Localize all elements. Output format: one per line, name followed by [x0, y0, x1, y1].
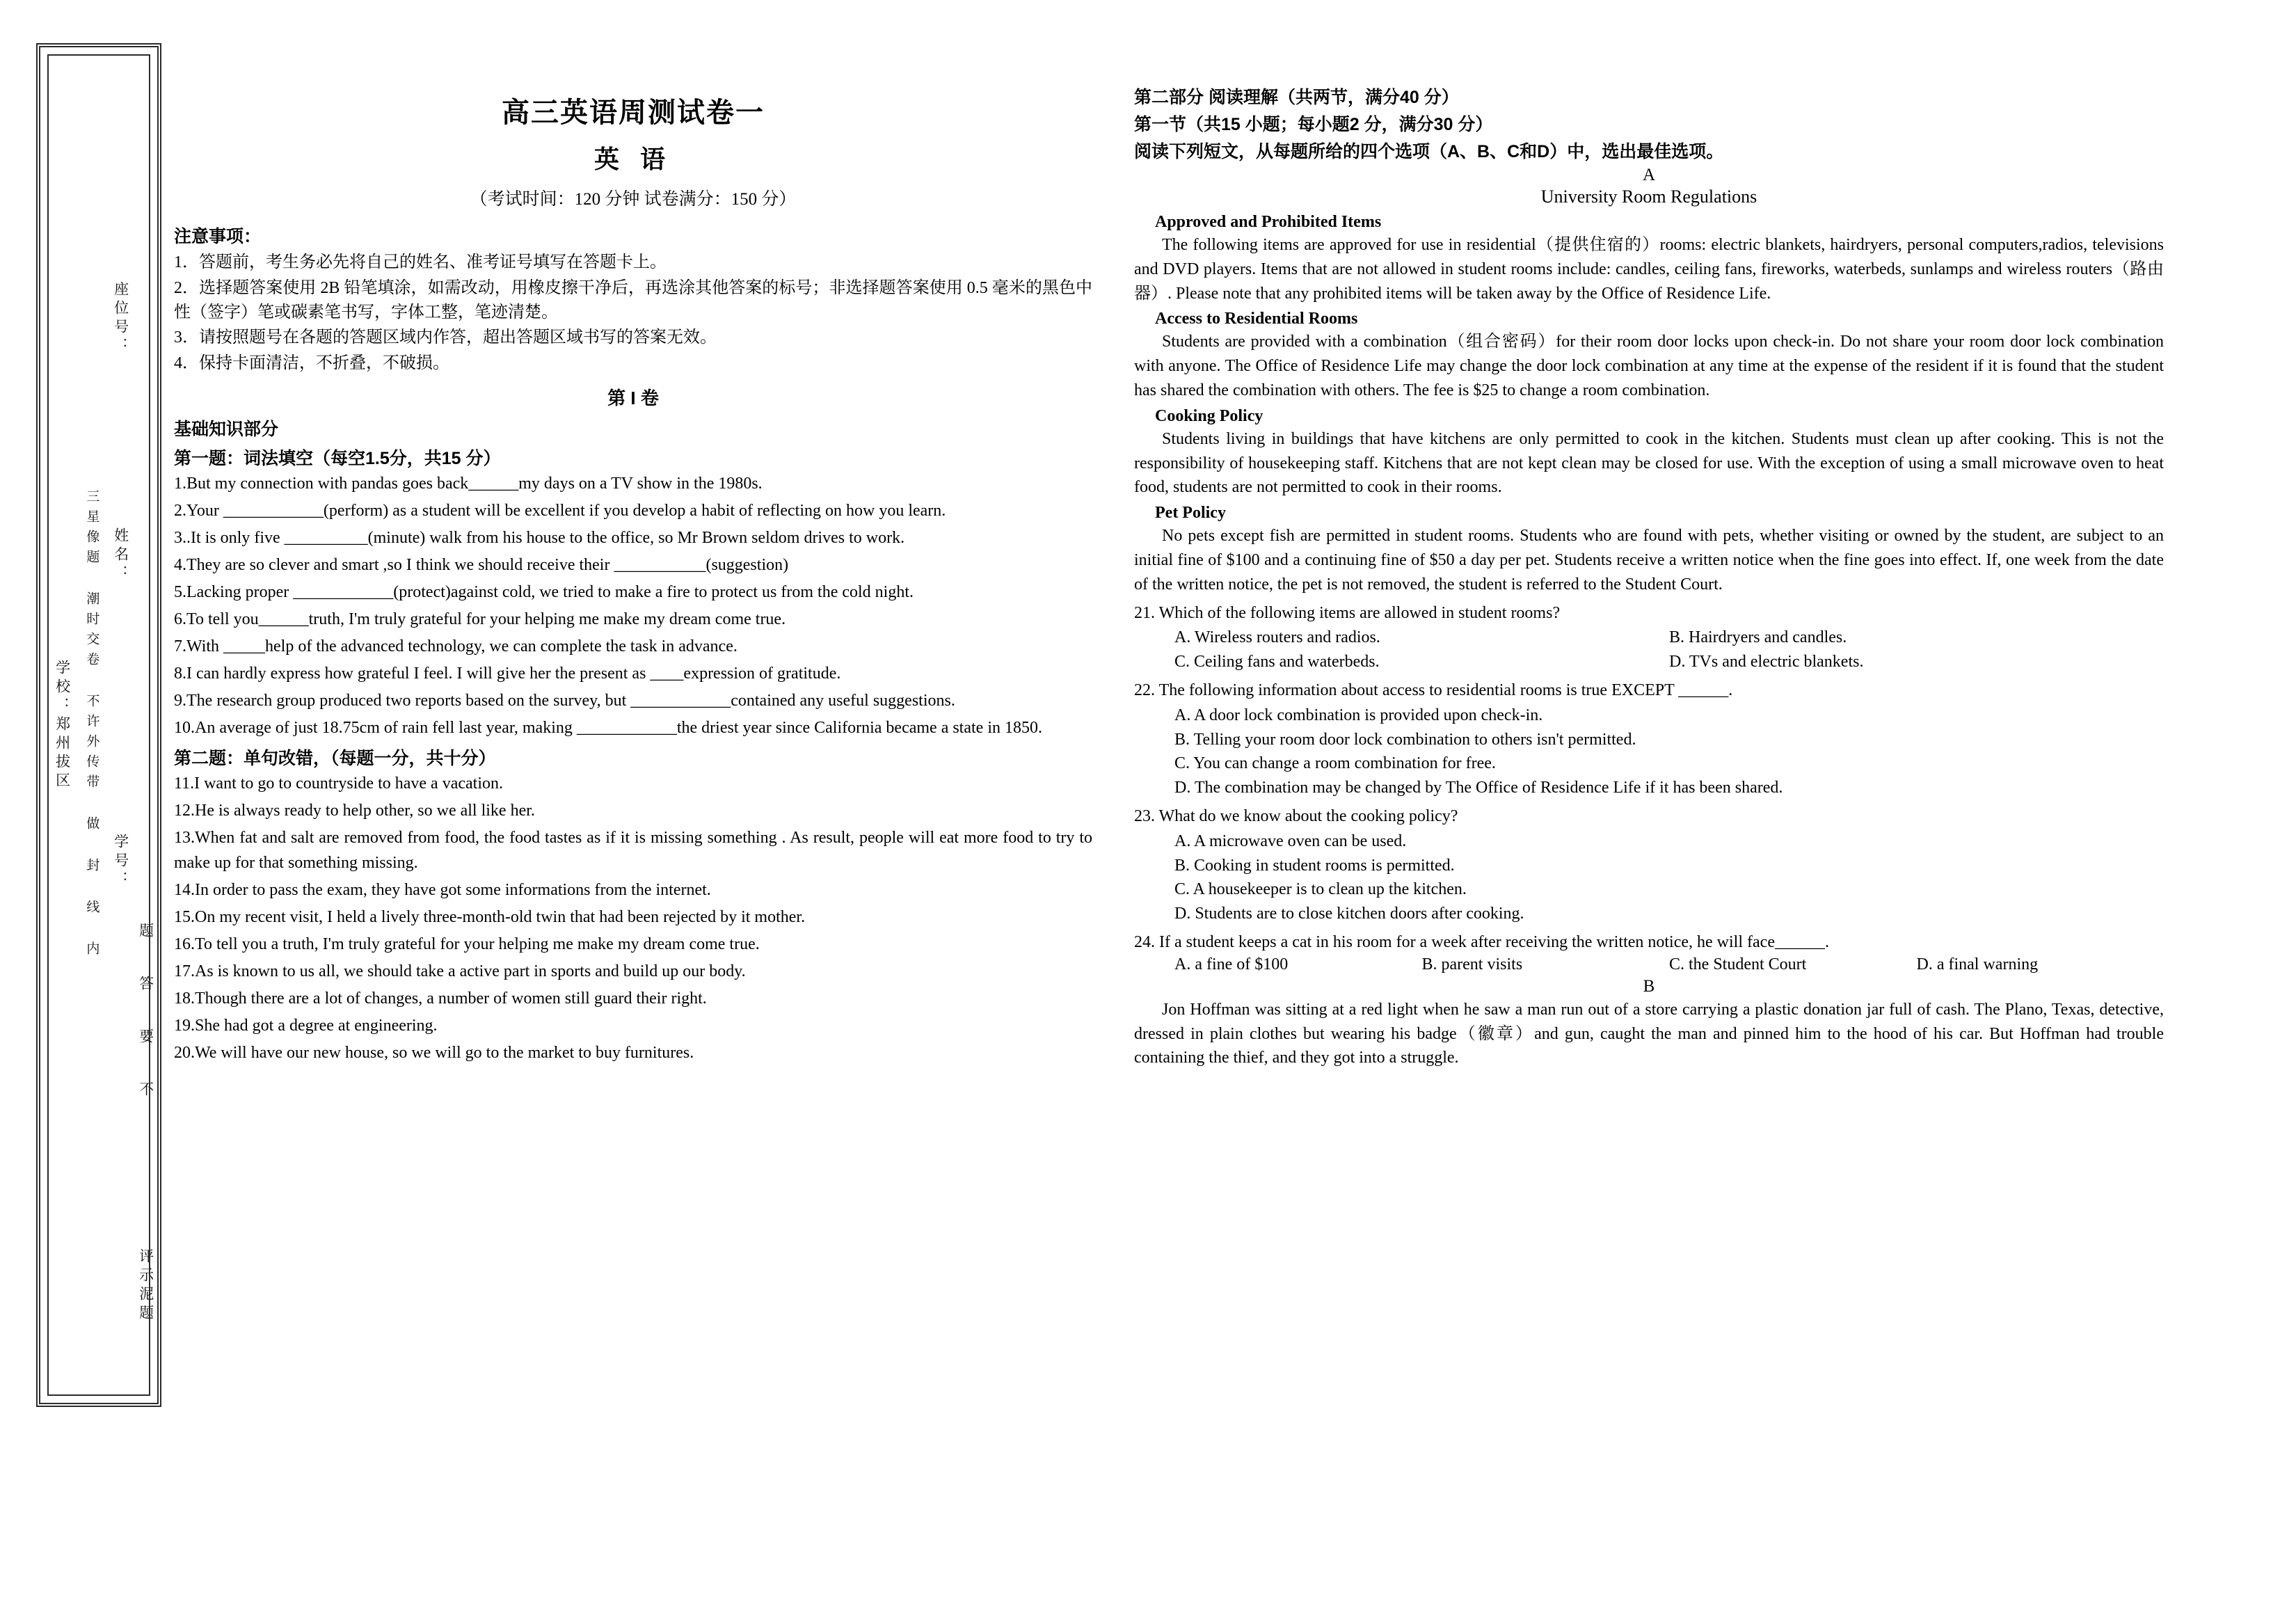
option: B. Cooking in student rooms is permitted.	[1174, 856, 1455, 875]
question-item: 14.In order to pass the exam, they have got some informations from the internet.	[174, 880, 711, 899]
passage-subheading: Approved and Prohibited Items	[1155, 213, 1382, 231]
question-item: 6.To tell you______truth, I'm truly grateful for your helping me make my dream come true.	[174, 610, 786, 628]
question-item: 20.We will have our new house, so we will go to the market to buy furnitures.	[174, 1043, 694, 1062]
question-item: 4.They are so clever and smart ,so I think we should receive their ___________(suggestion)	[174, 555, 789, 574]
passage-subheading: Access to Residential Rooms	[1155, 310, 1358, 328]
seal-column-donotwrite	[129, 868, 161, 1161]
question-options	[1174, 650, 2164, 674]
right-column	[1134, 84, 2164, 1073]
part2-heading: 第二题：单句改错，（每题一分，共十分）	[174, 748, 496, 768]
question-item: 8.I can hardly express how grateful I feel. I will give her the present as ____expression of gratitude.	[174, 664, 841, 683]
seal-text-school: 学校：郑州拔区	[54, 659, 70, 791]
question-item: 3..It is only five __________(minute) walk from his house to the office, so Mr Brown seldom drives to work.	[174, 528, 905, 547]
option: C. the Student Court	[1669, 955, 1807, 973]
passage-paragraph: Students living in buildings that have kitchens are only permitted to cook in the kitchen. Students must clean up after cooking. This is not the responsibility of housekeeping staff. Kitchens that are not kept clean may be closed for use. With the exception of using a small microwave oven to heat food, students are not permitted to cook in their rooms.	[1134, 429, 2164, 497]
option: C. You can change a room combination for free.	[1174, 754, 1496, 773]
passage-title: University Room Regulations	[1540, 186, 1757, 207]
seal-text-seatno: 座位号：	[112, 281, 129, 356]
question-stem: 22. The following information about access to residential rooms is true EXCEPT ______.	[1134, 681, 1733, 699]
option: C. Ceiling fans and waterbeds.	[1174, 653, 1380, 671]
option: D. TVs and electric blankets.	[1669, 653, 1864, 671]
question-item: 9.The research group produced two reports based on the survey, but ____________contained any useful suggestions.	[174, 691, 955, 710]
seal-text-studentid: 学号：	[112, 833, 129, 890]
seal-column-seatno	[104, 186, 136, 451]
passage-letter-b: B	[1643, 976, 1655, 996]
option: A. A door lock combination is provided upon check-in.	[1174, 706, 1543, 724]
passage-subheading: Cooking Policy	[1155, 406, 1263, 425]
question-item: 16.To tell you a truth, I'm truly grateful for your helping me make my dream come true.	[174, 935, 760, 953]
question-item: 7.With _____help of the advanced technology, we can complete the task in advance.	[174, 637, 738, 655]
option: C. A housekeeper is to clean up the kitchen.	[1174, 880, 1467, 899]
page-content	[174, 84, 2254, 1073]
passage-paragraph: Students are provided with a combination（组合密码）for their room door locks upon check-in. Do not share your room door lock combination with anyone. The Office of Residence Life may change the door lock combination at any time at the expense of the resident if it is found that the student has shared the combination with others. The fee is $25 to change a room combination.	[1134, 333, 2164, 399]
note-item: 3．请按照题号在各题的答题区域内作答，超出答题区域书写的答案无效。	[174, 328, 717, 347]
option: D. a final warning	[1916, 955, 2039, 973]
seal-line-frame	[36, 43, 161, 1407]
passage-subheading: Pet Policy	[1155, 504, 1226, 523]
reading-section1-heading: 第一节（共15 小题；每小题2 分，满分30 分）	[1134, 115, 1493, 134]
question-item: 19.She had got a degree at engineering.	[174, 1016, 438, 1035]
left-column	[174, 84, 1092, 1073]
page-title: 高三英语周测试卷一	[502, 97, 765, 128]
question-item: 10.An average of just 18.75cm of rain fell last year, making ____________the driest year since California became a state in 1850.	[174, 718, 1042, 737]
question-stem: 21. Which of the following items are allowed in student rooms?	[1134, 603, 1561, 622]
seal-column-school	[46, 47, 78, 1403]
note-item: 2．选择题答案使用 2B 铅笔填涂，如需改动，用橡皮擦干净后，再选涂其他答案的标号；非选择题答案使用 0.5 毫米的黑色中性（签字）笔或碳素笔书写，字体工整，笔迹清楚。	[174, 278, 1092, 321]
exam-meta: （考试时间：120 分钟 试卷满分：150 分）	[470, 190, 797, 209]
passage-paragraph: No pets except fish are permitted in student rooms. Students who are found with pets, whether visiting or owned by the student, are subject to an initial fine of $100 and a continuing fine of $50 a day per pet. Students receive a written notice when the fine goes into effect. If, one week from the date of the written notice, the pet is not removed, the student is referred to the Student Court.	[1134, 527, 2164, 594]
passage-paragraph: The following items are approved for use in residential（提供住宿的）rooms: electric blankets, hairdryers, personal computers,radios, televisions and DVD players. Items that are not allowed in student rooms include: candles, ceiling fans, fireworks, waterbeds, sunlamps and wireless routers（路由器）. Please note that any prohibited items will be taken away by the Office of Residence Life.	[1134, 236, 2164, 303]
seal-text-notice: 三星像题 潮时交卷 不许外传带 做 封 线 内	[84, 488, 99, 962]
question-options	[1174, 626, 2164, 650]
option: B. Hairdryers and candles.	[1669, 628, 1847, 647]
option: B. parent visits	[1421, 955, 1523, 973]
section-basic-knowledge: 基础知识部分	[174, 419, 279, 439]
question-item: 11.I want to go to countryside to have a vacation.	[174, 774, 503, 793]
question-item: 1.But my connection with pandas goes back______my days on a TV show in the 1980s.	[174, 474, 763, 493]
seal-column-name	[104, 409, 136, 701]
question-item: 2.Your ____________(perform) as a student will be excellent if you develop a habit of reflecting on how you learn.	[174, 501, 946, 520]
seal-text-name: 姓名：	[112, 527, 129, 584]
option: A. a fine of $100	[1174, 955, 1289, 973]
question-item: 12.He is always ready to help other, so we all like her.	[174, 801, 535, 820]
reading-section1-instruction: 阅读下列短文，从每题所给的四个选项（A、B、C和D）中，选出最佳选项。	[1134, 142, 1724, 161]
question-item: 13.When fat and salt are removed from food, the food tastes as if it is missing something . As result, people will eat more food to try to make up for that something missing.	[174, 828, 1092, 872]
passage-paragraph: Jon Hoffman was sitting at a red light when he saw a man run out of a store carrying a plastic donation jar full of cash. The Plano, Texas, detective, dressed in plain clothes but wearing his badge（徽章）and gun, caught the man and pinned him to the hood of his car. But Hoffman had trouble containing the thief, and they got into a struggle.	[1134, 1000, 2164, 1067]
part1-heading: 第一题：词法填空（每空1.5分，共15 分）	[174, 448, 501, 468]
seal-text-grading: 评示泥题	[137, 1248, 154, 1323]
option: A. A microwave oven can be used.	[1174, 832, 1407, 850]
question-item: 5.Lacking proper ____________(protect)against cold, we tried to make a fire to protect us from the cold night.	[174, 582, 914, 601]
note-item: 4．保持卡面清洁，不折叠，不破损。	[174, 354, 449, 373]
option: A. Wireless routers and radios.	[1174, 628, 1380, 647]
question-item: 18.Though there are a lot of changes, a number of women still guard their right.	[174, 989, 707, 1008]
seal-text-donotwrite: 题 答 要 不	[137, 922, 154, 1107]
passage-letter-a: A	[1642, 166, 1656, 184]
question-options	[1174, 955, 2164, 974]
option: D. The combination may be changed by The Office of Residence Life if it has been shared.	[1174, 779, 1783, 797]
question-stem: 23. What do we know about the cooking policy?	[1134, 806, 1458, 825]
paper-number: 第 I 卷	[607, 387, 659, 408]
notes-title: 注意事项：	[174, 227, 262, 246]
option: B. Telling your room door lock combination to others isn't permitted.	[1174, 730, 1636, 749]
option: D. Students are to close kitchen doors after cooking.	[1174, 905, 1524, 923]
reading-part-heading: 第二部分 阅读理解（共两节，满分40 分）	[1134, 88, 1459, 107]
question-item: 15.On my recent visit, I held a lively three-month-old twin that had been rejected by it mother.	[174, 907, 806, 926]
subject-title: 英 语	[593, 145, 672, 173]
note-item: 1．答题前，考生务必先将自己的姓名、准考证号填写在答题卡上。	[174, 253, 667, 271]
question-item: 17.As is known to us all, we should take a active part in sports and build up our body.	[174, 962, 746, 980]
question-stem: 24. If a student keeps a cat in his room for a week after receiving the written notice, he will face______.	[1134, 932, 1829, 951]
seal-column-notice	[75, 47, 107, 1403]
seal-column-grading	[129, 1175, 161, 1397]
